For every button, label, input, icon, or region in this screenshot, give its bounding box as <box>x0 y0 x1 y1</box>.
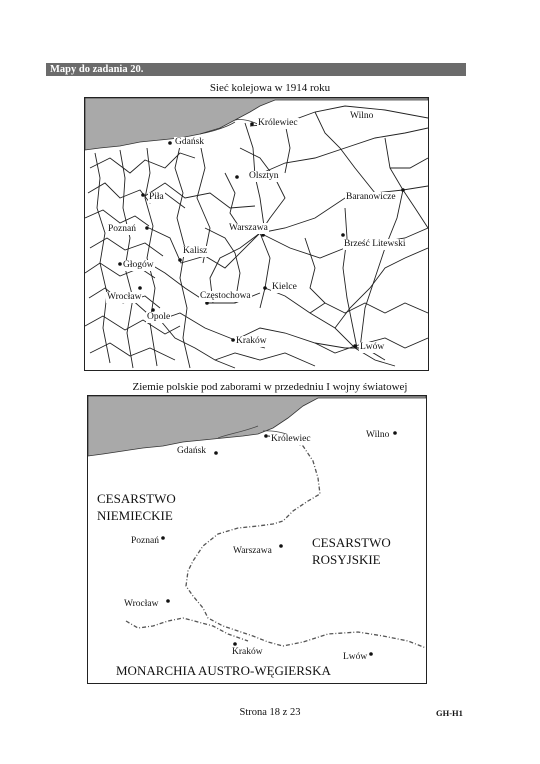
city-wilno-2: Wilno <box>366 430 390 440</box>
section-title: Mapy do zadania 20. <box>50 64 144 75</box>
city-wroclaw-2: Wrocław <box>124 599 159 609</box>
city-warszawa: Warszawa <box>229 223 268 233</box>
city-krolewiec: Królewiec <box>258 118 298 128</box>
city-wilno: Wilno <box>350 111 374 121</box>
city-gdansk-2: Gdańsk <box>177 446 207 456</box>
city-wroclaw: Wrocław <box>107 292 142 302</box>
city-gdansk: Gdańsk <box>175 137 205 147</box>
city-lwow: Lwów <box>360 342 385 352</box>
exam-code: GH-H1 <box>436 708 463 718</box>
city-warszawa-2: Warszawa <box>233 546 272 556</box>
city-opole: Opole <box>147 312 171 322</box>
region-german-line2: NIEMIECKIE <box>97 508 173 523</box>
region-german-line1: CESARSTWO <box>97 491 176 506</box>
region-russian-line2: ROSYJSKIE <box>312 552 381 567</box>
city-krolewiec-2: Królewiec <box>271 434 311 444</box>
city-poznan: Poznań <box>108 224 136 234</box>
section-header <box>46 63 466 76</box>
partitions-map <box>87 395 427 684</box>
page-number: Strona 18 z 23 <box>239 707 301 718</box>
city-pila: Piła <box>149 192 164 202</box>
city-brzesc: Brześć Litewski <box>344 239 406 249</box>
city-olsztyn: Olsztyn <box>249 171 279 181</box>
city-lwow-2: Lwów <box>343 652 368 662</box>
region-austrian: MONARCHIA AUSTRO-WĘGIERSKA <box>116 663 331 678</box>
city-glogow: Głogów <box>123 260 154 270</box>
city-kielce: Kielce <box>272 282 297 292</box>
city-krakow-2: Kraków <box>232 647 263 657</box>
railway-map <box>84 97 429 371</box>
city-krakow: Kraków <box>236 336 267 346</box>
map2-caption: Ziemie polskie pod zaborami w przededniu I wojny światowej <box>132 381 408 393</box>
city-kalisz: Kalisz <box>183 246 208 256</box>
map1-caption: Sieć kolejowa w 1914 roku <box>209 82 331 94</box>
city-czestochowa: Częstochowa <box>200 291 251 301</box>
city-poznan-2: Poznań <box>131 536 159 546</box>
city-baranowicze: Baranowicze <box>346 192 396 202</box>
region-russian-line1: CESARSTWO <box>312 535 391 550</box>
